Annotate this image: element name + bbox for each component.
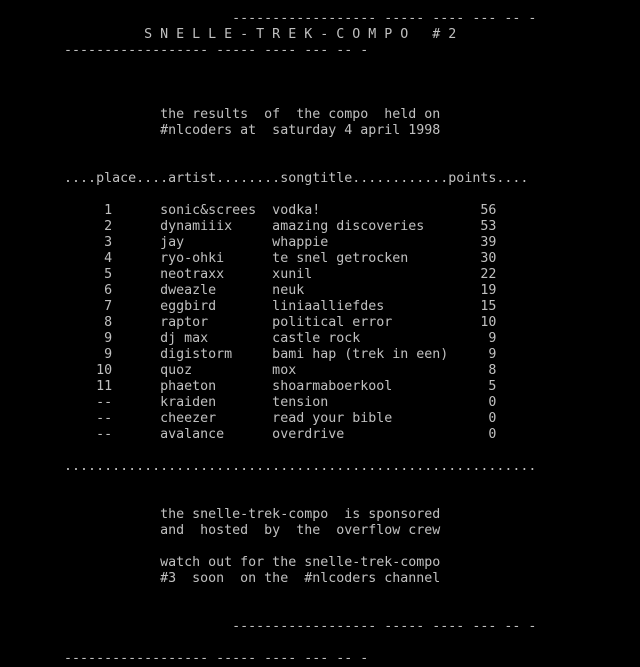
text-line: 8 raptor political error 10: [0, 315, 497, 330]
text-line: watch out for the snelle-trek-compo: [0, 555, 441, 570]
text-line: 10 quoz mox 8: [0, 363, 497, 378]
text-line: #nlcoders at saturday 4 april 1998: [0, 123, 441, 138]
text-line: S N E L L E - T R E K - C O M P O # 2: [0, 27, 457, 42]
text-line: 7 eggbird liniaalliefdes 15: [0, 299, 497, 314]
text-line: 3 jay whappie 39: [0, 235, 497, 250]
text-line: and hosted by the overflow crew: [0, 523, 441, 538]
text-line: 4 ryo-ohki te snel getrocken 30: [0, 251, 497, 266]
text-line: #3 soon on the #nlcoders channel: [0, 571, 441, 586]
text-line: ------------------ ----- ---- --- -- -: [0, 651, 369, 666]
text-line: 2 dynamiiix amazing discoveries 53: [0, 219, 497, 234]
text-line: 6 dweazle neuk 19: [0, 283, 497, 298]
text-line: 1 sonic&screes vodka! 56: [0, 203, 497, 218]
text-line: -- cheezer read your bible 0: [0, 411, 497, 426]
text-line: the snelle-trek-compo is sponsored: [0, 507, 441, 522]
text-line: ------------------ ----- ---- --- -- -: [0, 11, 537, 26]
text-line: ------------------ ----- ---- --- -- -: [0, 43, 369, 58]
text-line: 9 dj max castle rock 9: [0, 331, 497, 346]
text-line: ....place....artist........songtitle............points....: [0, 171, 529, 186]
text-line: 5 neotraxx xunil 22: [0, 267, 497, 282]
text-line: ------------------ ----- ---- --- -- -: [0, 619, 537, 634]
text-line: -- kraiden tension 0: [0, 395, 497, 410]
text-line: the results of the compo held on: [0, 107, 441, 122]
text-line: 9 digistorm bami hap (trek in een) 9: [0, 347, 497, 362]
text-line: ...........................................................: [0, 459, 537, 474]
text-line: 11 phaeton shoarmaboerkool 5: [0, 379, 497, 394]
text-line: -- avalance overdrive 0: [0, 427, 497, 442]
